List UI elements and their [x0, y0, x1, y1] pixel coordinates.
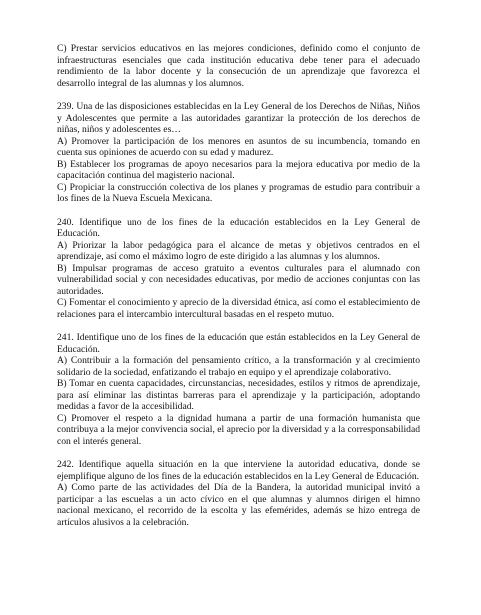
question-block-242 [57, 459, 420, 528]
document-page [57, 43, 420, 540]
option-b: B) Establecer los programas de apoyo necesarios para la mejora educativa por medio de la capacitación continua del magisterio nacional. [57, 158, 420, 181]
question-stem: 240. Identifique uno de los fines de la educación establecidos en la Ley General de Educación. [57, 216, 420, 239]
option-c: C) Propiciar la construcción colectiva de los planes y programas de estudio para contribuir a los fines de la Nueva Escuela Mexicana. [57, 181, 420, 204]
option-a: A) Como parte de las actividades del Día de la Bandera, la autoridad municipal invitó a participar a las escuelas a un acto cívico en el que alumnas y alumnos dirigen el himno nacional mexicano, el recorrido de la escolta y las efemérides, además se hizo entrega de artículos alusivos a la celebración. [57, 482, 420, 528]
question-block-240 [57, 217, 420, 321]
option-a: A) Priorizar la labor pedagógica para el alcance de metas y objetivos centrados en el aprendizaje, así como el máximo logro de este dirigido a las alumnas y los alumnos. [57, 239, 420, 262]
option-b: B) Impulsar programas de acceso gratuito a eventos culturales para el alumnado con vulnerabilidad social y con necesidades educativas, por medio de acciones conjuntas con las autoridades. [57, 262, 420, 297]
question-stem: 242. Identifique aquella situación en la que interviene la autoridad educativa, donde se ejemplifique alguno de los fines de la educación establecidos en la Ley General de Educación. [57, 459, 420, 482]
option-b: B) Tomar en cuenta capacidades, circunstancias, necesidades, estilos y ritmos de aprendizaje, para así eliminar las distintas barreras para el aprendizaje y la participación, adoptando medidas a favor de la accesibilidad. [57, 378, 420, 412]
option-c: C) Fomentar el conocimiento y aprecio de la diversidad étnica, así como el establecimiento de relaciones para el intercambio intercultural basadas en el respeto mutuo. [57, 297, 420, 320]
option-c: C) Prestar servicios educativos en las mejores condiciones, definido como el conjunto de infraestructuras esenciales que cada institución educativa debe tener para el adecuado rendimiento de la labor docente y la consecución de un aprendizaje que favorezca el desarrollo integral de las alumnas y los alumnos. [57, 43, 420, 89]
option-c: C) Promover el respeto a la dignidad humana a partir de una formación humanista que contribuya a la mejor convivencia social, el aprecio por la diversidad y a la corresponsabilidad con el interés general. [57, 412, 420, 447]
question-block-241 [57, 332, 420, 447]
question-stem: 241. Identifique uno de los fines de la educación que están establecidos en la Ley General de Educación. [57, 332, 420, 355]
question-block-238 [57, 43, 420, 89]
question-stem: 239. Una de las disposiciones establecidas en la Ley General de los Derechos de Niñas, Niños y Adolescentes que permite a las autoridades garantizar la protección de los derechos de niñas, niños y adolescentes es… [57, 101, 420, 135]
question-block-239 [57, 101, 420, 205]
option-a: A) Promover la participación de los menores en asuntos de su incumbencia, tomando en cuenta sus opiniones de acuerdo con su edad y madurez. [57, 135, 420, 158]
option-a: A) Contribuir a la formación del pensamiento crítico, a la transformación y al crecimiento solidario de la sociedad, enfatizando el trabajo en equipo y el aprendizaje colaborativo. [57, 355, 420, 378]
